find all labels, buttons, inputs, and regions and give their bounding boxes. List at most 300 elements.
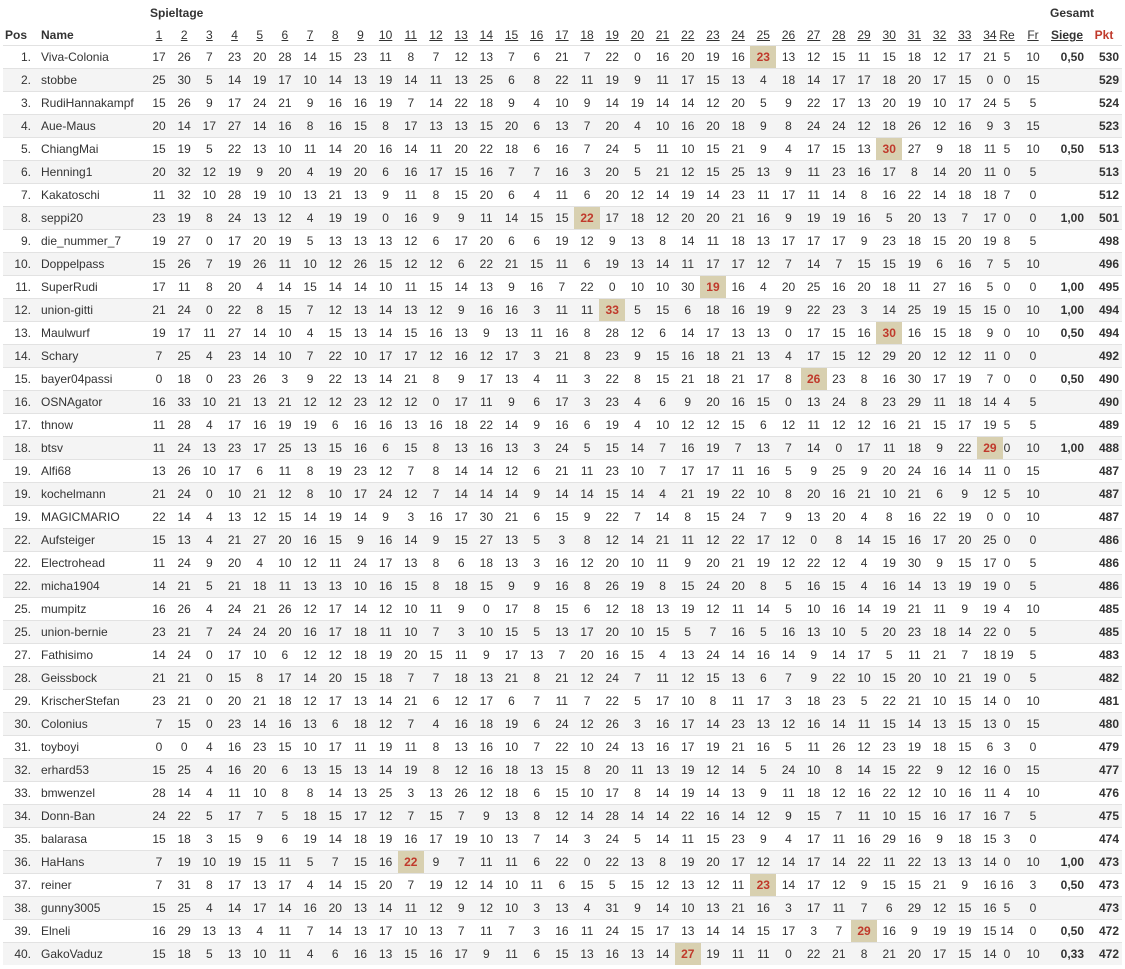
player-name[interactable]: KrischerStefan <box>41 694 120 708</box>
day-column-header[interactable]: 6 <box>281 28 289 42</box>
day-score: 19 <box>555 234 569 248</box>
day-column-header[interactable]: 24 <box>731 28 745 42</box>
player-name[interactable]: ChiangMai <box>41 142 99 156</box>
player-name[interactable]: Alfi68 <box>41 464 72 478</box>
player-name[interactable]: bayer04passi <box>41 372 113 386</box>
day-score: 11 <box>480 855 493 869</box>
day-column-header[interactable]: 28 <box>832 28 846 42</box>
re-cell: 5 <box>1003 142 1011 156</box>
player-name[interactable]: MAGICMARIO <box>41 510 120 524</box>
day-score: 21 <box>907 487 922 501</box>
day-score: 19 <box>756 556 770 570</box>
day-score: 25 <box>278 441 292 455</box>
re-cell: 0 <box>1003 947 1011 961</box>
day-score: 8 <box>306 786 314 800</box>
day-column-header[interactable]: 5 <box>256 28 264 42</box>
player-name[interactable]: Doppelpass <box>41 257 105 271</box>
day-column-header[interactable]: 29 <box>857 28 871 42</box>
day-score: 10 <box>882 487 896 501</box>
table-row <box>3 505 1122 528</box>
day-score: 5 <box>634 165 641 179</box>
day-score: 5 <box>634 694 641 708</box>
day-score: 25 <box>177 901 191 915</box>
pkt-cell: 487 <box>1098 510 1119 524</box>
day-score: 21 <box>177 579 191 593</box>
day-column-header[interactable]: 11 <box>404 28 418 42</box>
player-name[interactable]: seppi20 <box>41 211 84 225</box>
day-score: 12 <box>580 234 594 248</box>
day-score: 28 <box>152 786 166 800</box>
fr-cell: 5 <box>1029 625 1037 639</box>
player-name[interactable]: Aue-Maus <box>41 119 96 133</box>
day-score: 6 <box>382 165 389 179</box>
day-score: 13 <box>655 602 670 616</box>
day-score: 12 <box>630 326 645 340</box>
day-score: 7 <box>432 50 440 64</box>
day-score: 16 <box>958 119 972 133</box>
day-score: 8 <box>885 510 893 524</box>
day-score: 4 <box>206 901 213 915</box>
day-score: 5 <box>634 832 641 846</box>
day-score: 12 <box>429 901 443 915</box>
day-column-header[interactable]: 19 <box>605 28 619 42</box>
pkt-column-header[interactable]: Pkt <box>1094 28 1114 42</box>
player-name[interactable]: GakoVaduz <box>41 947 103 961</box>
day-column-header[interactable]: 30 <box>882 28 896 42</box>
day-score: 12 <box>932 119 947 133</box>
siege-cell <box>1048 736 1084 758</box>
day-score: 13 <box>378 234 393 248</box>
day-score: 13 <box>353 924 368 938</box>
day-score: 11 <box>681 832 694 846</box>
re-cell: 4 <box>1003 786 1011 800</box>
player-name[interactable]: union-gitti <box>41 303 94 317</box>
player-name[interactable]: union-bernie <box>41 625 108 639</box>
player-name[interactable]: Donn-Ban <box>41 809 96 823</box>
day-score: 19 <box>227 855 242 869</box>
day-score: 14 <box>479 487 493 501</box>
day-score: 13 <box>781 50 796 64</box>
day-column-header[interactable]: 23 <box>706 28 720 42</box>
table-row <box>3 873 1122 896</box>
day-score: 14 <box>328 878 342 892</box>
day-score: 6 <box>533 717 541 731</box>
day-score: 7 <box>155 349 163 363</box>
day-score: 8 <box>206 280 213 294</box>
day-score: 19 <box>328 165 342 179</box>
day-score: 16 <box>756 464 770 478</box>
day-column-header[interactable]: 16 <box>530 28 544 42</box>
day-score: 9 <box>785 96 792 110</box>
day-column-header[interactable]: 10 <box>378 28 393 42</box>
spieltage-label: Spieltage <box>150 6 204 20</box>
position-cell: 30. <box>14 717 31 731</box>
day-score: 17 <box>404 349 418 363</box>
player-name[interactable]: Schary <box>41 349 79 363</box>
day-score: 0 <box>785 395 792 409</box>
day-score: 12 <box>832 556 846 570</box>
day-score: 15 <box>983 832 997 846</box>
player-name[interactable]: RudiHannakampf <box>41 96 134 110</box>
day-score: 10 <box>353 579 368 593</box>
day-score: 8 <box>785 119 792 133</box>
day-score: 17 <box>958 50 972 64</box>
day-column-header[interactable]: 14 <box>479 28 493 42</box>
day-score: 14 <box>882 303 896 317</box>
day-score: 20 <box>907 349 922 363</box>
day-score: 20 <box>253 234 267 248</box>
player-name[interactable]: gunny3005 <box>41 901 101 915</box>
player-name[interactable]: Henning1 <box>41 165 93 179</box>
day-score: 0 <box>206 487 213 501</box>
day-score: 22 <box>932 510 947 524</box>
day-score: 7 <box>785 441 792 455</box>
day-score: 14 <box>983 855 997 869</box>
day-score: 5 <box>759 625 767 639</box>
day-score: 26 <box>177 464 191 478</box>
day-score: 14 <box>832 648 846 662</box>
player-name[interactable]: SuperRudi <box>41 280 98 294</box>
player-name[interactable]: Electrohead <box>41 556 106 570</box>
player-name[interactable]: micha1904 <box>41 579 100 593</box>
day-column-header[interactable]: 26 <box>781 28 796 42</box>
day-score: 15 <box>580 878 594 892</box>
day-column-header[interactable]: 15 <box>504 28 519 42</box>
day-score: 11 <box>152 188 166 202</box>
day-column-header[interactable]: 1 <box>155 28 163 42</box>
day-column-header[interactable]: 33 <box>958 28 972 42</box>
day-score: 14 <box>278 901 292 915</box>
player-name[interactable]: Geissbock <box>41 671 98 685</box>
day-score: 29 <box>907 901 922 915</box>
day-score: 14 <box>253 326 267 340</box>
day-score: 24 <box>806 119 821 133</box>
table-row <box>3 91 1122 114</box>
day-score: 14 <box>655 257 670 271</box>
day-score: 4 <box>306 165 314 179</box>
day-score: 15 <box>152 832 166 846</box>
day-score: 17 <box>605 786 619 800</box>
position-cell: 10. <box>14 257 31 271</box>
day-score: 10 <box>227 487 242 501</box>
table-row <box>3 367 1122 390</box>
player-name[interactable]: mumpitz <box>41 602 87 616</box>
day-score: 10 <box>832 625 846 639</box>
re-cell: 0 <box>1003 165 1011 179</box>
day-score: 11 <box>404 280 418 294</box>
day-score: 10 <box>756 487 770 501</box>
siege-column-header[interactable]: Siege <box>1050 28 1083 42</box>
day-score: 8 <box>432 441 440 455</box>
day-score: 12 <box>958 349 972 363</box>
day-score: 0 <box>155 740 163 754</box>
day-score: 8 <box>432 763 440 777</box>
player-name[interactable]: kochelmann <box>41 487 106 501</box>
day-score: 6 <box>659 395 666 409</box>
player-name[interactable]: OSNAgator <box>41 395 103 409</box>
player-name[interactable]: toyboyi <box>41 740 80 754</box>
day-score: 11 <box>480 395 493 409</box>
day-score: 16 <box>907 326 922 340</box>
day-score: 10 <box>202 188 217 202</box>
day-score: 12 <box>706 602 720 616</box>
day-score: 12 <box>605 533 619 547</box>
day-score: 8 <box>583 533 591 547</box>
player-name[interactable]: Viva-Colonia <box>41 50 109 64</box>
day-score: 14 <box>177 119 191 133</box>
day-score: 16 <box>857 326 871 340</box>
day-score: 11 <box>832 901 846 915</box>
day-column-header[interactable]: 25 <box>756 28 770 42</box>
day-score: 29 <box>907 395 922 409</box>
day-score: 14 <box>806 257 821 271</box>
day-score: 9 <box>482 947 490 961</box>
day-score: 20 <box>806 487 821 501</box>
day-score: 20 <box>605 119 619 133</box>
player-name[interactable]: Elneli <box>41 924 71 938</box>
day-score: 6 <box>382 441 389 455</box>
day-score: 13 <box>731 671 745 685</box>
player-name[interactable]: bmwenzel <box>41 786 96 800</box>
day-score: 10 <box>202 855 217 869</box>
fr-column-header[interactable]: Fr <box>1027 28 1039 42</box>
day-score: 4 <box>533 372 541 386</box>
day-score: 14 <box>681 234 695 248</box>
day-score: 6 <box>885 901 893 915</box>
day-score: 12 <box>328 648 342 662</box>
day-score: 30 <box>479 510 493 524</box>
pkt-cell: 498 <box>1098 234 1119 248</box>
position-cell: 37. <box>14 878 31 892</box>
day-score: 14 <box>655 947 670 961</box>
day-score: 13 <box>504 372 519 386</box>
fr-cell: 5 <box>1029 395 1037 409</box>
day-score: 14 <box>580 809 594 823</box>
day-score: 11 <box>379 625 392 639</box>
day-score: 12 <box>429 303 443 317</box>
day-column-header[interactable]: 2 <box>180 28 188 42</box>
day-column-header[interactable]: 17 <box>555 28 569 42</box>
day-score: 21 <box>555 349 569 363</box>
day-column-header[interactable]: 4 <box>231 28 238 42</box>
re-cell: 4 <box>1003 395 1011 409</box>
day-score: 18 <box>353 625 368 639</box>
day-score: 24 <box>555 717 569 731</box>
player-name[interactable]: Colonius <box>41 717 88 731</box>
day-score: 13 <box>429 924 443 938</box>
player-name[interactable]: erhard53 <box>41 763 90 777</box>
day-score: 11 <box>681 533 694 547</box>
day-score: 8 <box>432 464 440 478</box>
day-column-header[interactable]: 13 <box>454 28 468 42</box>
day-score: 6 <box>583 418 591 432</box>
day-score: 16 <box>479 740 493 754</box>
day-score: 20 <box>605 188 619 202</box>
pkt-cell: 486 <box>1098 533 1119 547</box>
day-score: 11 <box>278 947 292 961</box>
day-score: 19 <box>278 234 292 248</box>
day-score: 10 <box>655 418 670 432</box>
day-score: 7 <box>734 441 742 455</box>
player-name[interactable]: btsv <box>41 441 64 455</box>
day-score: 9 <box>759 142 767 156</box>
day-score: 19 <box>605 418 619 432</box>
day-score: 7 <box>583 142 591 156</box>
day-score: 23 <box>152 694 166 708</box>
siege-cell <box>1048 575 1084 597</box>
day-score: 7 <box>331 855 339 869</box>
day-score: 10 <box>303 257 317 271</box>
day-score: 13 <box>303 441 317 455</box>
day-score: 6 <box>659 326 666 340</box>
day-score: 20 <box>706 119 720 133</box>
table-row <box>3 919 1122 942</box>
day-score: 13 <box>756 326 770 340</box>
day-score: 21 <box>907 418 922 432</box>
re-cell: 5 <box>1003 487 1011 501</box>
day-score: 0 <box>583 855 591 869</box>
day-score: 16 <box>152 602 166 616</box>
day-score: 24 <box>605 924 619 938</box>
position-cell: 6. <box>20 165 31 179</box>
re-cell: 0 <box>1003 441 1011 455</box>
day-score: 8 <box>382 119 389 133</box>
day-score: 13 <box>429 119 443 133</box>
player-name[interactable]: reiner <box>41 878 72 892</box>
player-name[interactable]: Aufsteiger <box>41 533 96 547</box>
day-score: 15 <box>378 257 393 271</box>
day-score: 6 <box>331 717 339 731</box>
position-cell: 13. <box>14 326 31 340</box>
day-column-header[interactable]: 27 <box>806 28 821 42</box>
day-score: 14 <box>303 50 317 64</box>
day-score: 14 <box>504 487 519 501</box>
day-score: 23 <box>227 349 242 363</box>
re-column-header[interactable]: Re <box>999 28 1015 42</box>
day-column-header[interactable]: 32 <box>932 28 947 42</box>
day-score: 15 <box>278 303 292 317</box>
re-cell: 0 <box>1003 556 1011 570</box>
player-name[interactable]: thnow <box>41 418 74 432</box>
player-name[interactable]: balarasa <box>41 832 88 846</box>
day-score: 10 <box>202 464 217 478</box>
day-column-header[interactable]: 3 <box>206 28 213 42</box>
day-score: 15 <box>983 303 997 317</box>
day-score: 12 <box>504 464 519 478</box>
re-cell: 16 <box>1000 878 1014 892</box>
day-score: 10 <box>655 280 670 294</box>
day-column-header[interactable]: 22 <box>681 28 695 42</box>
day-score: 24 <box>605 142 619 156</box>
day-score: 16 <box>555 142 569 156</box>
day-column-header[interactable]: 31 <box>907 28 922 42</box>
day-score: 12 <box>983 487 997 501</box>
day-score: 8 <box>432 188 440 202</box>
day-score: 25 <box>177 763 191 777</box>
day-score: 13 <box>630 234 645 248</box>
day-score: 11 <box>480 924 493 938</box>
day-score: 11 <box>807 740 820 754</box>
fr-cell: 10 <box>1026 510 1040 524</box>
player-name[interactable]: die_nummer_7 <box>41 234 122 248</box>
day-score: 14 <box>706 717 720 731</box>
player-name[interactable]: HaHans <box>41 855 85 869</box>
day-score: 21 <box>655 165 670 179</box>
day-score: 24 <box>731 510 745 524</box>
player-name[interactable]: Fathisimo <box>41 648 94 662</box>
siege-cell <box>1048 897 1084 919</box>
day-score: 13 <box>454 441 468 455</box>
position-cell: 36. <box>14 855 31 869</box>
day-score: 9 <box>432 855 440 869</box>
player-name[interactable]: Kakatoschi <box>41 188 100 202</box>
day-score: 15 <box>832 326 846 340</box>
day-score: 27 <box>177 234 191 248</box>
day-score: 9 <box>206 96 213 110</box>
day-score: 15 <box>404 579 418 593</box>
day-score: 13 <box>504 832 519 846</box>
day-column-header[interactable]: 12 <box>429 28 443 42</box>
day-column-header[interactable]: 20 <box>630 28 645 42</box>
day-score: 5 <box>860 694 868 708</box>
day-score: 22 <box>605 50 619 64</box>
day-column-header[interactable]: 18 <box>580 28 594 42</box>
day-score: 14 <box>152 579 166 593</box>
player-name[interactable]: stobbe <box>41 73 78 87</box>
day-score: 13 <box>253 211 267 225</box>
player-name[interactable]: Maulwurf <box>41 326 90 340</box>
day-score: 13 <box>454 740 468 754</box>
day-score: 16 <box>907 510 922 524</box>
day-score: 18 <box>983 188 997 202</box>
day-column-header[interactable]: 21 <box>655 28 670 42</box>
day-score: 10 <box>278 556 292 570</box>
day-score: 4 <box>860 579 868 593</box>
day-score: 10 <box>378 280 393 294</box>
day-score: 11 <box>152 418 166 432</box>
day-score: 18 <box>630 602 645 616</box>
day-score: 5 <box>206 73 213 87</box>
day-score: 23 <box>227 441 242 455</box>
day-score: 11 <box>706 234 720 248</box>
re-cell: 0 <box>1003 510 1011 524</box>
day-column-header[interactable]: 34 <box>983 28 997 42</box>
day-score: 15 <box>555 947 569 961</box>
day-score: 24 <box>907 464 922 478</box>
day-score: 15 <box>832 142 846 156</box>
day-score: 17 <box>504 349 519 363</box>
pkt-cell: 487 <box>1098 464 1119 478</box>
day-column-header[interactable]: 7 <box>306 28 314 42</box>
day-score: 23 <box>353 50 368 64</box>
day-score: 10 <box>504 878 519 892</box>
day-column-header[interactable]: 8 <box>331 28 339 42</box>
day-column-header[interactable]: 9 <box>357 28 364 42</box>
day-score: 14 <box>681 96 695 110</box>
day-score: 15 <box>932 326 947 340</box>
day-score: 3 <box>533 924 541 938</box>
day-score: 14 <box>983 947 997 961</box>
day-score: 15 <box>429 809 443 823</box>
day-score: 12 <box>630 188 645 202</box>
day-score: 6 <box>533 142 541 156</box>
day-score: 22 <box>857 855 871 869</box>
day-score: 19 <box>882 602 896 616</box>
day-score: 9 <box>508 96 515 110</box>
day-score: 15 <box>882 533 896 547</box>
day-score: 13 <box>630 855 645 869</box>
day-score: 17 <box>756 533 770 547</box>
